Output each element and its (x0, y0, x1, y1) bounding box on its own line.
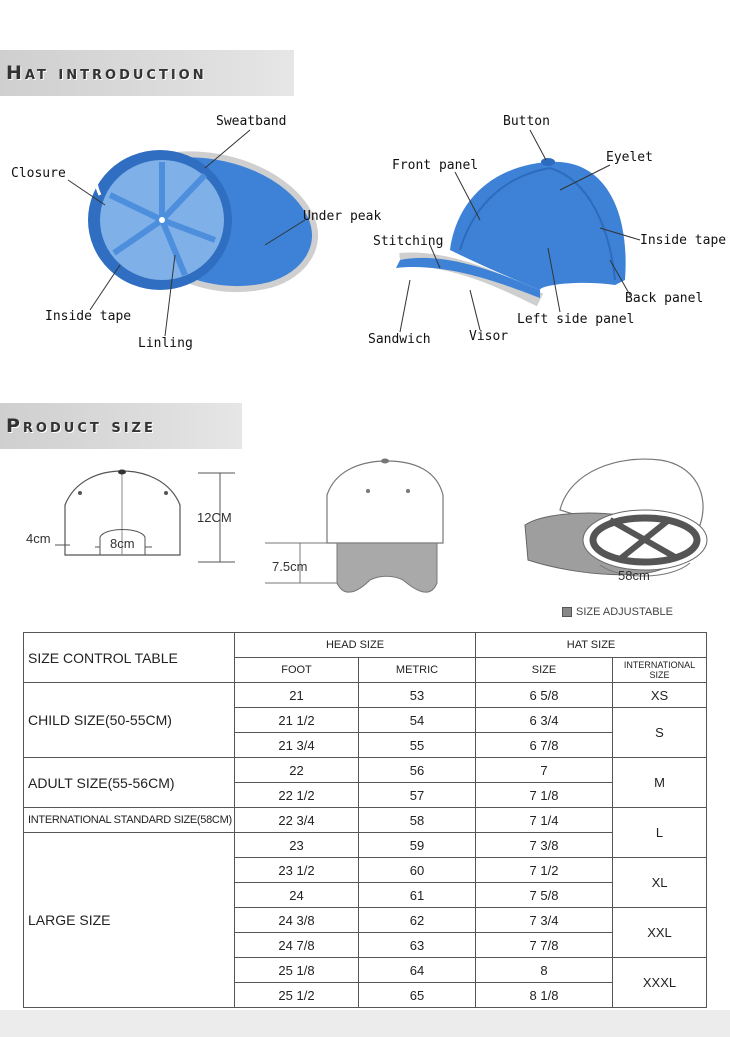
cell-intl-size: S (613, 708, 707, 758)
measure-circumference: 58cm (618, 568, 650, 583)
cell-intl-size: XL (613, 858, 707, 908)
group-child: CHILD SIZE(50-55CM) (24, 683, 235, 758)
cell-metric: 54 (359, 708, 476, 733)
header-international-size: INTERNATIONAL SIZE (613, 658, 707, 683)
cell-foot: 24 3/8 (235, 908, 359, 933)
measure-width-4cm: 4cm (26, 531, 51, 546)
callout-linling: Linling (138, 336, 193, 351)
group-international-standard: INTERNATIONAL STANDARD SIZE(58CM) (24, 808, 235, 833)
cell-intl-size: XXL (613, 908, 707, 958)
cell-size: 8 (476, 958, 613, 983)
group-large: LARGE SIZE (24, 833, 235, 1008)
cell-foot: 22 1/2 (235, 783, 359, 808)
cell-size: 6 3/4 (476, 708, 613, 733)
callout-front-panel: Front panel (392, 158, 479, 173)
table-header-row (24, 633, 707, 658)
cell-size: 6 5/8 (476, 683, 613, 708)
measure-height: 12CM (197, 510, 232, 525)
cell-foot: 23 (235, 833, 359, 858)
cell-metric: 62 (359, 908, 476, 933)
cap-visor-dimension-drawing (265, 455, 455, 605)
cell-size: 7 3/4 (476, 908, 613, 933)
cell-metric: 59 (359, 833, 476, 858)
size-adjustable-note (562, 606, 673, 618)
cell-foot: 24 (235, 883, 359, 908)
table-row (24, 758, 707, 783)
callout-eyelet: Eyelet (606, 150, 653, 165)
cell-metric: 57 (359, 783, 476, 808)
cell-metric: 55 (359, 733, 476, 758)
cell-foot: 23 1/2 (235, 858, 359, 883)
section-title: Hat introduction (6, 62, 207, 84)
header-foot: FOOT (235, 658, 359, 683)
cell-foot: 21 3/4 (235, 733, 359, 758)
size-adjustable-label: SIZE ADJUSTABLE (576, 606, 673, 618)
table-row (24, 833, 707, 858)
cell-size: 7 7/8 (476, 933, 613, 958)
cell-foot: 24 7/8 (235, 933, 359, 958)
cell-metric: 53 (359, 683, 476, 708)
header-size: SIZE (476, 658, 613, 683)
header-hat-size: HAT SIZE (476, 633, 707, 658)
cell-intl-size: XS (613, 683, 707, 708)
cell-size: 6 7/8 (476, 733, 613, 758)
size-control-table (23, 632, 707, 1008)
table-row (24, 808, 707, 833)
cell-foot: 21 1/2 (235, 708, 359, 733)
measure-width-8cm: 8cm (110, 536, 135, 551)
callout-sweatband: Sweatband (216, 114, 287, 129)
cell-size: 7 1/4 (476, 808, 613, 833)
callout-visor: Visor (469, 329, 509, 344)
header-metric: METRIC (359, 658, 476, 683)
cell-metric: 60 (359, 858, 476, 883)
cell-size: 8 1/8 (476, 983, 613, 1008)
section-title: Product size (6, 415, 156, 437)
callout-stitching: Stitching (373, 234, 444, 249)
callout-closure: Closure (11, 166, 66, 181)
table-title: SIZE CONTROL TABLE (24, 633, 235, 683)
cell-intl-size: M (613, 758, 707, 808)
callout-left-side-panel: Left side panel (517, 312, 635, 327)
cell-size: 7 1/8 (476, 783, 613, 808)
cell-foot: 22 (235, 758, 359, 783)
cell-size: 7 1/2 (476, 858, 613, 883)
cell-metric: 64 (359, 958, 476, 983)
cell-metric: 58 (359, 808, 476, 833)
cell-size: 7 5/8 (476, 883, 613, 908)
callout-sandwich: Sandwich (368, 332, 431, 347)
cell-metric: 65 (359, 983, 476, 1008)
callout-inside-tape-right: Inside tape (640, 233, 727, 248)
cell-foot: 25 1/8 (235, 958, 359, 983)
cell-foot: 21 (235, 683, 359, 708)
bottom-bar (0, 1010, 730, 1037)
group-adult: ADULT SIZE(55-56CM) (24, 758, 235, 808)
legend-square-icon (562, 607, 572, 617)
cell-metric: 63 (359, 933, 476, 958)
callout-back-panel: Back panel (625, 291, 704, 306)
cell-foot: 22 3/4 (235, 808, 359, 833)
cell-metric: 56 (359, 758, 476, 783)
cell-intl-size: L (613, 808, 707, 858)
callout-inside-tape-left: Inside tape (45, 309, 132, 324)
callout-under-peak: Under peak (303, 209, 382, 224)
cell-metric: 61 (359, 883, 476, 908)
header-head-size: HEAD SIZE (235, 633, 476, 658)
callout-button: Button (503, 114, 550, 129)
cell-foot: 25 1/2 (235, 983, 359, 1008)
cell-size: 7 (476, 758, 613, 783)
cell-size: 7 3/8 (476, 833, 613, 858)
product-size-banner (0, 403, 242, 449)
right-callout-lines (0, 0, 730, 400)
cell-intl-size: XXXL (613, 958, 707, 1008)
table-row (24, 683, 707, 708)
measure-visor: 7.5cm (272, 559, 308, 574)
